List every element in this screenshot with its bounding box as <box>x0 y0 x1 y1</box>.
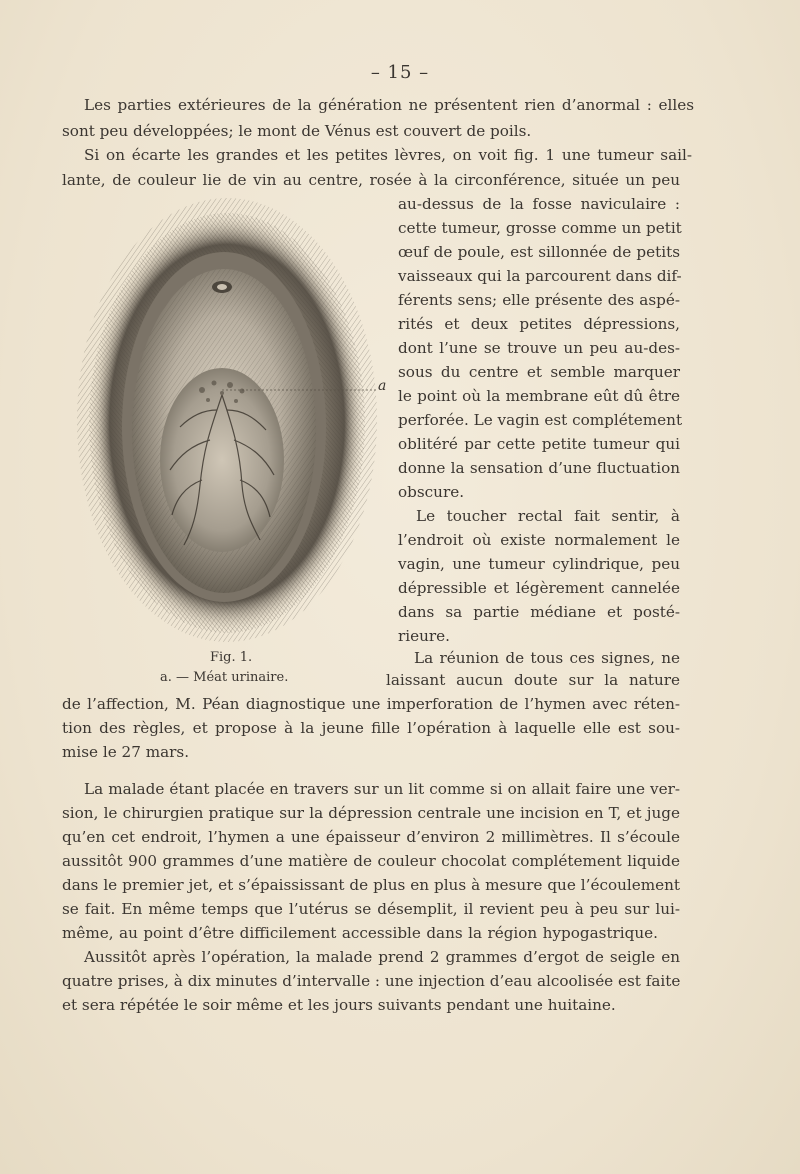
anatomical-engraving-figure <box>72 195 387 645</box>
text-line: rieure. <box>398 627 450 645</box>
text-line: de l’affection, M. Péan diagnostique une imperforation de l’hymen avec réten- <box>62 695 680 713</box>
figure-label: Fig. 1. <box>210 650 253 665</box>
text-line: dans le premier jet, et s’épaississant de plus en plus à mesure que l’écoulement <box>62 876 680 894</box>
text-line: aussitôt 900 grammes d’une matière de couleur chocolat complétement liquide <box>62 852 680 870</box>
figure-legend: a. — Méat urinaire. <box>160 670 289 685</box>
text-line: et sera répétée le soir même et les jours suivants pendant une huitaine. <box>62 996 616 1014</box>
text-line: obscure. <box>398 483 465 501</box>
text-line: même, au point d’être difficilement accessible dans la région hypogastrique. <box>62 924 658 942</box>
text-line: La réunion de tous ces signes, ne <box>414 649 680 667</box>
text-line: sous du centre et semble marquer <box>398 363 680 381</box>
text-line: sion, le chirurgien pratique sur la dépression centrale une incision en T, et juge <box>62 804 680 822</box>
text-line: Aussitôt après l’opération, la malade prend 2 grammes d’ergot de seigle en <box>84 948 680 966</box>
page-number: – 15 – <box>370 62 430 83</box>
text-line: au-dessus de la fosse naviculaire : <box>398 195 680 213</box>
text-line: vagin, une tumeur cylindrique, peu <box>398 555 680 573</box>
text-line: l’endroit où existe normalement le <box>398 531 680 549</box>
text-line: lante, de couleur lie de vin au centre, rosée à la circonférence, située un peu <box>62 171 680 189</box>
text-line: sont peu développées; le mont de Vénus est couvert de poils. <box>62 122 532 140</box>
text-line: œuf de poule, est sillonnée de petits <box>398 243 680 261</box>
text-line: perforée. Le vagin est complétement <box>398 411 683 429</box>
text-line: laissant aucun doute sur la nature <box>386 671 680 689</box>
text-line: dépressible et légèrement cannelée <box>398 579 680 597</box>
text-line: cette tumeur, grosse comme un petit <box>398 219 682 237</box>
text-line: Le toucher rectal fait sentir, à <box>416 507 680 525</box>
text-line: Si on écarte les grandes et les petites lèvres, on voit fig. 1 une tumeur sail- <box>84 146 692 164</box>
text-line: quatre prises, à dix minutes d’intervalle : une injection d’eau alcoolisée est faite <box>62 972 681 990</box>
text-line: tion des règles, et propose à la jeune fille l’opération à laquelle elle est sou- <box>62 719 680 737</box>
text-line: Les parties extérieures de la génération ne présentent rien d’anormal : elles <box>84 96 694 114</box>
text-line: donne la sensation d’une fluctuation <box>398 459 680 477</box>
figure-marker: a <box>378 378 387 394</box>
text-line: qu’en cet endroit, l’hymen a une épaisseur d’environ 2 millimètres. Il s’écoule <box>62 828 680 846</box>
engraving-illustration <box>72 195 387 645</box>
text-line: oblitéré par cette petite tumeur qui <box>398 435 680 453</box>
text-line: le point où la membrane eût dû être <box>398 387 680 405</box>
text-line: dont l’une se trouve un peu au-des- <box>398 339 680 357</box>
text-line: dans sa partie médiane et posté- <box>398 603 680 621</box>
text-line: se fait. En même temps que l’utérus se désemplit, il revient peu à peu sur lui- <box>62 900 680 918</box>
text-line: rités et deux petites dépressions, <box>398 315 680 333</box>
text-line: mise le 27 mars. <box>62 743 190 761</box>
text-line: férents sens; elle présente des aspé- <box>398 291 680 309</box>
text-line: vaisseaux qui la parcourent dans dif- <box>398 267 682 285</box>
text-line: La malade étant placée en travers sur un lit comme si on allait faire une ver- <box>84 780 680 798</box>
